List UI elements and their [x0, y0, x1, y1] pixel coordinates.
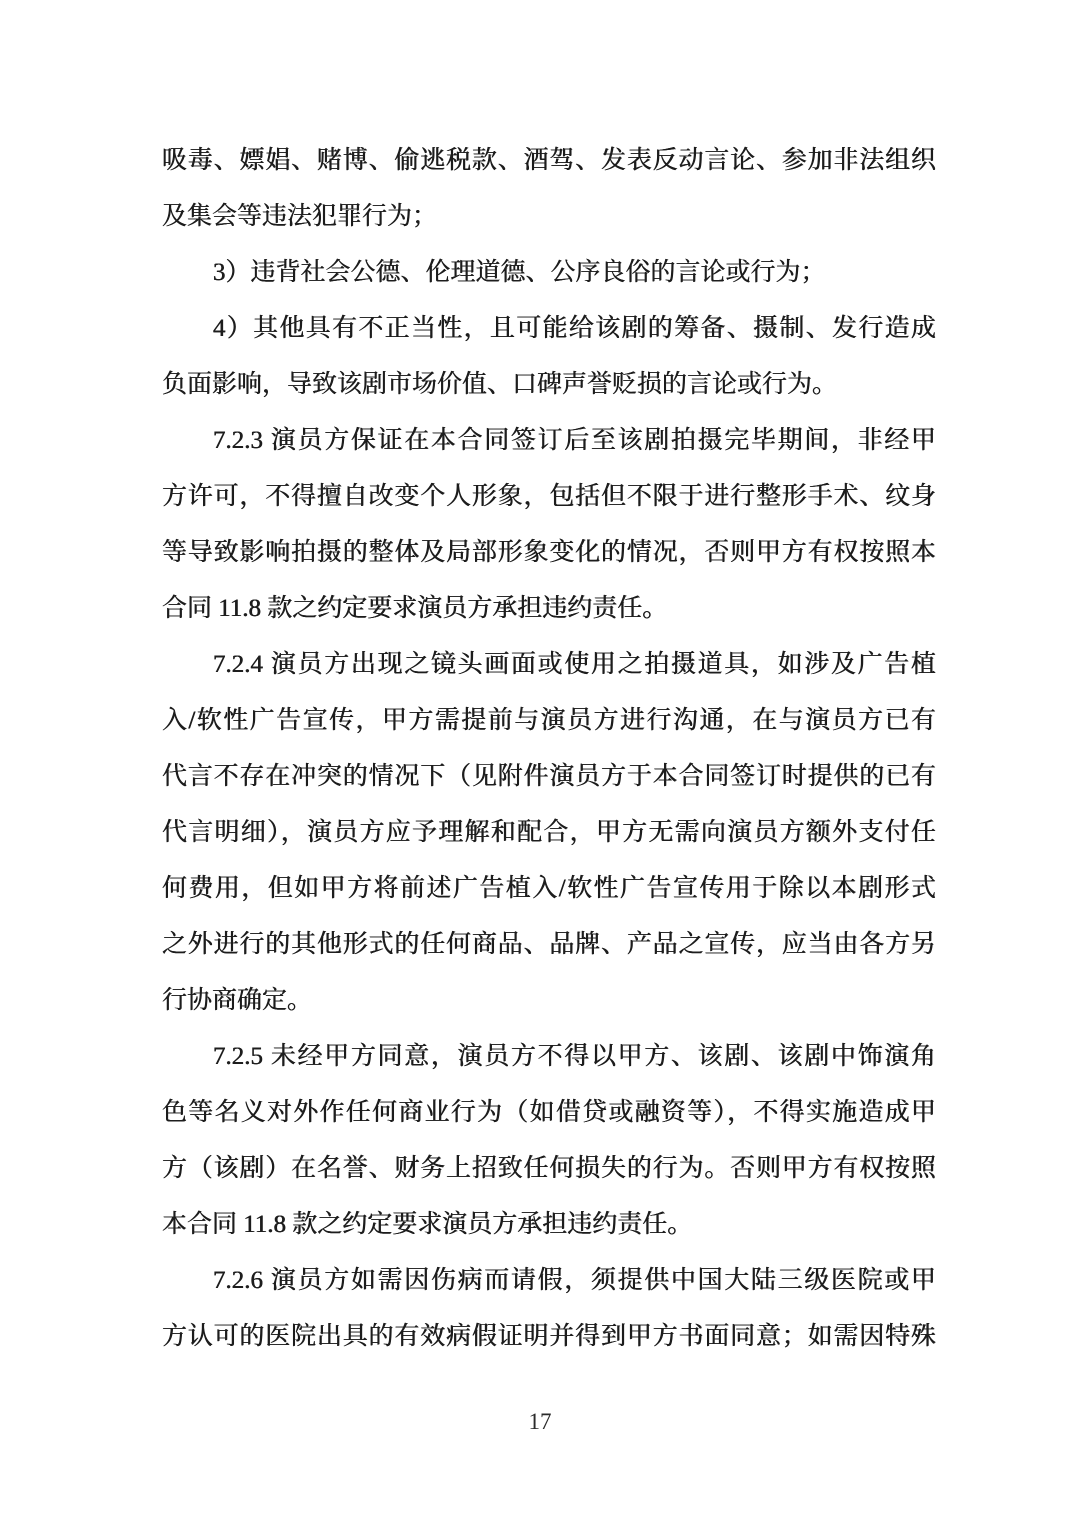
text-line: 7.2.5 未经甲方同意，演员方不得以甲方、该剧、该剧中饰演角	[213, 1043, 936, 1070]
text-line: 及集会等违法犯罪行为；	[162, 203, 438, 230]
text-line: 等导致影响拍摄的整体及局部形象变化的情况，否则甲方有权按照本	[162, 539, 936, 566]
text-line: 代言不存在冲突的情况下（见附件演员方于本合同签订时提供的已有	[162, 763, 936, 790]
text-line: 入/软性广告宣传，甲方需提前与演员方进行沟通，在与演员方已有	[162, 707, 936, 734]
text-line: 吸毒、嫖娼、赌博、偷逃税款、酒驾、发表反动言论、参加非法组织	[162, 147, 936, 174]
text-line: 色等名义对外作任何商业行为（如借贷或融资等），不得实施造成甲	[162, 1099, 936, 1126]
text-line: 7.2.3 演员方保证在本合同签订后至该剧拍摄完毕期间，非经甲	[213, 427, 936, 454]
text-line: 方许可，不得擅自改变个人形象，包括但不限于进行整形手术、纹身	[162, 483, 936, 510]
text-line: 代言明细），演员方应予理解和配合，甲方无需向演员方额外支付任	[162, 819, 936, 846]
text-line: 7.2.4 演员方出现之镜头画面或使用之拍摄道具，如涉及广告植	[213, 651, 936, 678]
text-line: 方认可的医院出具的有效病假证明并得到甲方书面同意；如需因特殊	[162, 1323, 936, 1350]
text-line: 合同 11.8 款之约定要求演员方承担违约责任。	[162, 595, 668, 622]
text-line: 4）其他具有不正当性，且可能给该剧的筹备、摄制、发行造成	[213, 315, 936, 342]
page-number: 17	[528, 1409, 552, 1434]
text-line: 行协商确定。	[162, 987, 313, 1014]
text-line: 3）违背社会公德、伦理道德、公序良俗的言论或行为；	[213, 259, 826, 286]
text-line: 本合同 11.8 款之约定要求演员方承担违约责任。	[162, 1211, 693, 1238]
text-line: 负面影响，导致该剧市场价值、口碑声誉贬损的言论或行为。	[162, 371, 838, 398]
text-line: 之外进行的其他形式的任何商品、品牌、产品之宣传，应当由各方另	[162, 931, 936, 958]
contract-text-block	[162, 133, 936, 1365]
text-line: 7.2.6 演员方如需因伤病而请假，须提供中国大陆三级医院或甲	[213, 1267, 936, 1294]
text-line: 方（该剧）在名誉、财务上招致任何损失的行为。否则甲方有权按照	[162, 1155, 936, 1182]
text-line: 何费用，但如甲方将前述广告植入/软性广告宣传用于除以本剧形式	[162, 875, 936, 902]
